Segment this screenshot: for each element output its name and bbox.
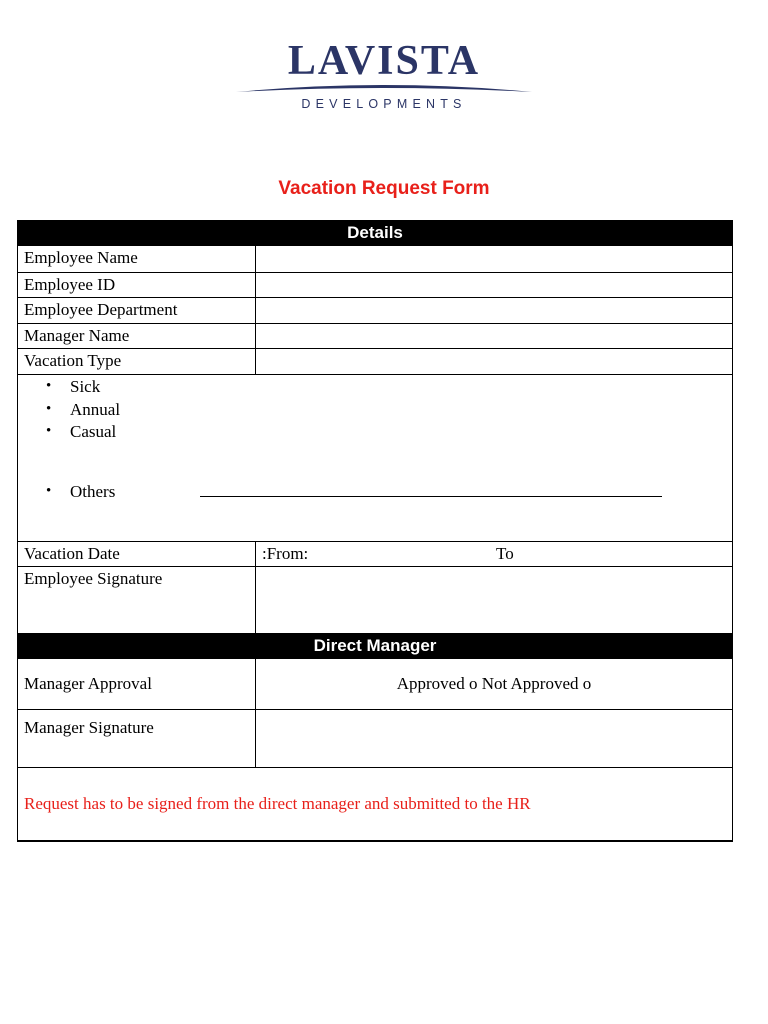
company-logo <box>0 40 768 120</box>
vacation-request-form <box>17 220 733 842</box>
employee-name-field[interactable] <box>256 246 732 272</box>
manager-signature-label: Manager Signature <box>18 710 256 767</box>
option-sick[interactable] <box>46 377 100 397</box>
employee-name-row <box>18 246 732 272</box>
bullet-icon: • <box>46 423 52 439</box>
bullet-icon: • <box>46 483 52 499</box>
bullet-icon: • <box>46 378 52 394</box>
direct-manager-header: Direct Manager <box>18 633 732 659</box>
details-header: Details <box>18 220 732 246</box>
employee-id-field[interactable] <box>256 273 732 298</box>
manager-name-field[interactable] <box>256 324 732 349</box>
from-label: :From: <box>262 543 309 563</box>
employee-signature-field[interactable] <box>256 567 732 633</box>
option-others-label: Others <box>70 481 116 501</box>
manager-name-label: Manager Name <box>18 324 256 349</box>
vacation-type-label: Vacation Type <box>18 349 256 374</box>
vacation-type-field[interactable] <box>256 349 732 374</box>
others-input-line[interactable] <box>200 496 662 497</box>
employee-signature-label: Employee Signature <box>18 567 256 633</box>
manager-name-row <box>18 323 732 349</box>
vacation-date-row <box>18 541 732 567</box>
manager-signature-field[interactable] <box>256 710 732 767</box>
employee-department-label: Employee Department <box>18 298 256 323</box>
employee-name-label: Employee Name <box>18 246 256 272</box>
option-annual-label: Annual <box>70 399 121 419</box>
logo-swoosh <box>236 85 532 92</box>
option-others[interactable] <box>46 482 115 502</box>
manager-approval-label: Manager Approval <box>18 659 256 709</box>
option-casual-label: Casual <box>70 421 117 441</box>
vacation-date-field[interactable] <box>256 542 732 567</box>
vacation-type-options <box>18 374 732 541</box>
option-sick-label: Sick <box>70 376 101 396</box>
employee-signature-row <box>18 566 732 633</box>
bullet-icon: • <box>46 401 52 417</box>
employee-department-row <box>18 297 732 323</box>
logo-name: LAVISTA <box>287 40 481 84</box>
form-title: Vacation Request Form <box>278 178 490 199</box>
manager-approval-row <box>18 659 732 709</box>
submission-note: Request has to be signed from the direct manager and submitted to the HR <box>18 767 732 840</box>
employee-department-field[interactable] <box>256 298 732 323</box>
vacation-type-row <box>18 348 732 374</box>
option-annual[interactable] <box>46 400 120 420</box>
to-label: To <box>496 543 514 563</box>
vacation-date-label: Vacation Date <box>18 542 256 567</box>
logo-tagline: DEVELOPMENTS <box>301 97 467 111</box>
option-casual[interactable] <box>46 422 116 442</box>
employee-id-label: Employee ID <box>18 273 256 298</box>
manager-approval-options[interactable]: Approved o Not Approved o <box>396 674 592 693</box>
manager-signature-row <box>18 709 732 767</box>
employee-id-row <box>18 272 732 298</box>
